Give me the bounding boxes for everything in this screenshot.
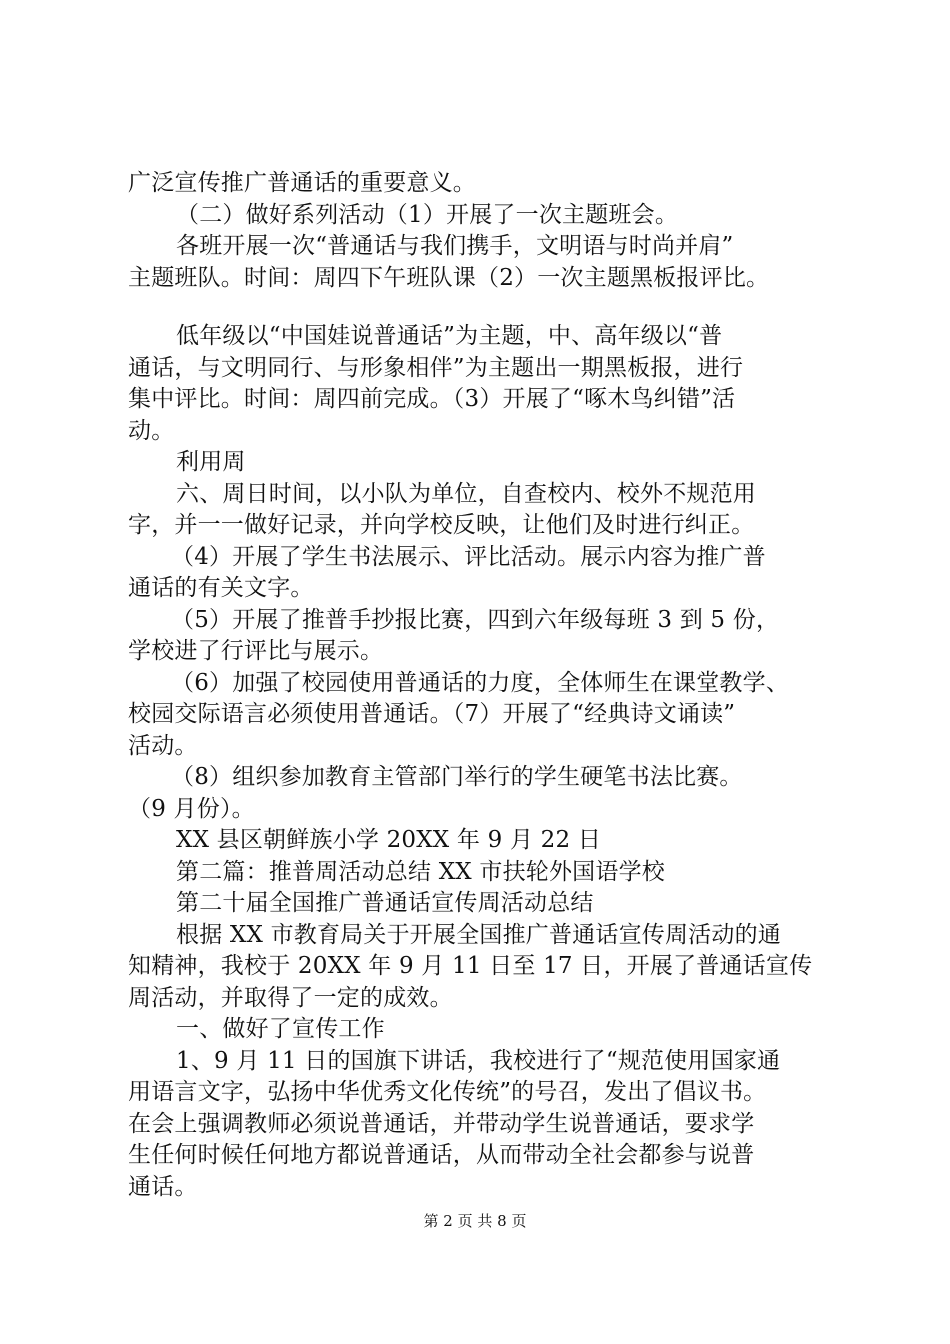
text-line: 第二十届全国推广普通话宣传周活动总结 <box>176 890 594 916</box>
text-line: （二）做好系列活动（1）开展了一次主题班会。 <box>176 201 679 228</box>
text-line: （8）组织参加教育主管部门举行的学生硬笔书法比赛。 <box>171 764 743 790</box>
text-line: 通话，与文明同行、与形象相伴”为主题出一期黑板报，进行 <box>128 354 744 381</box>
text-line: （6）加强了校园使用普通话的力度，全体师生在课堂教学、 <box>171 669 790 696</box>
page-footer: 第 2 页 共 8 页 <box>423 1212 527 1230</box>
text-line: 主题班队。时间：周四下午班队课（2）一次主题黑板报评比。 <box>128 264 770 291</box>
text-line: （4）开展了学生书法展示、评比活动。展示内容为推广普 <box>171 543 766 570</box>
text-line: XX 县区朝鲜族小学 20XX 年 9 月 22 日 <box>176 827 602 853</box>
text-line: 在会上强调教师必须说普通话，并带动学生说普通话，要求学 <box>128 1110 755 1137</box>
text-line: 各班开展一次“普通话与我们携手，文明语与时尚并肩” <box>176 233 734 259</box>
text-line: 通话的有关文字。 <box>128 575 314 601</box>
text-line: （5）开展了推普手抄报比赛，四到六年级每班 3 到 5 份， <box>171 606 780 633</box>
text-line: 通话。 <box>128 1173 198 1200</box>
text-line: 1、9 月 11 日的国旗下讲话，我校进行了“规范使用国家通 <box>176 1047 781 1074</box>
text-line: 周活动，并取得了一定的成效。 <box>128 984 453 1011</box>
text-line: 集中评比。时间：周四前完成。（3）开展了“啄木鸟纠错”活 <box>128 386 736 412</box>
document-body <box>128 168 828 1203</box>
text-line: 动。 <box>128 417 175 444</box>
paragraph-gap <box>128 294 828 321</box>
text-line: 一、做好了宣传工作 <box>176 1016 385 1042</box>
text-line: 字，并一一做好记录，并向学校反映，让他们及时进行纠正。 <box>128 512 755 538</box>
text-line: 校园交际语言必须使用普通话。（7）开展了“经典诗文诵读” <box>128 701 736 727</box>
text-line: 根据 XX 市教育局关于开展全国推广普通话宣传周活动的通 <box>176 921 781 948</box>
text-line: 知精神，我校于 20XX 年 9 月 11 日至 17 日，开展了普通话宣传 <box>128 953 813 979</box>
text-line: 广泛宣传推广普通话的重要意义。 <box>128 170 476 196</box>
text-line: 六、周日时间，以小队为单位，自查校内、校外不规范用 <box>176 480 756 507</box>
text-line: 第二篇：推普周活动总结 XX 市扶轮外国语学校 <box>176 858 665 885</box>
text-line: 生任何时候任何地方都说普通话，从而带动全社会都参与说普 <box>128 1142 755 1168</box>
text-line: 利用周 <box>176 449 246 475</box>
text-line: 活动。 <box>128 732 198 759</box>
text-line: 低年级以“中国娃说普通话”为主题，中、高年级以“普 <box>176 323 723 349</box>
text-line: （9 月份）。 <box>128 795 255 822</box>
text-line: 用语言文字，弘扬中华优秀文化传统”的号召，发出了倡议书。 <box>128 1079 767 1105</box>
text-line: 学校进了行评比与展示。 <box>128 638 384 664</box>
